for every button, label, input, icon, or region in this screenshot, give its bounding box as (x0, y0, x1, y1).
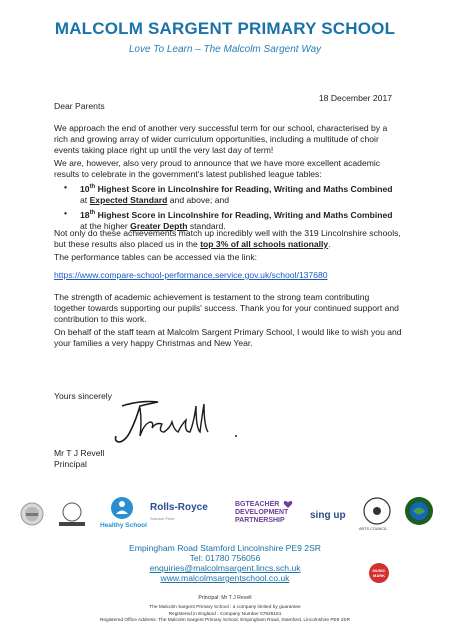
healthy-school-label: Healthy School (100, 522, 147, 529)
list-item (64, 182, 402, 206)
result-end: standard. (187, 220, 226, 231)
paragraph-national (54, 228, 402, 250)
result-end: and above; and (167, 194, 230, 205)
paragraph-wishes: On behalf of the staff team at Malcolm Sargent Primary School, I would like to wish you and your families a very happy Christmas and New Year. (54, 327, 402, 348)
rank-suffix: th (89, 209, 96, 216)
signer-name: Mr T J Revell (54, 448, 105, 458)
sing-up-label: sing up (310, 510, 346, 521)
paragraph-thanks: The strength of academic achievement is testament to the strong team contributing together towards supporting our pupils' success. Thank you for your continued support and contribution to this work. (54, 292, 399, 324)
rolls-royce-sub: Science Prize (150, 516, 175, 521)
signer-title: Principal (54, 459, 87, 469)
bgteacher-logo (235, 501, 288, 525)
result-title: Highest Score in Lincolnshire for Reading, Writing and Maths Combined (95, 183, 393, 194)
closing: Yours sincerely (54, 391, 112, 401)
award-badge-logo (20, 502, 44, 526)
footer-legal (0, 605, 450, 625)
paragraph-intro: We approach the end of another very successful term for our school, characterised by a rich and growing array of wider curriculum opportunities, including a multitude of choir events taking place right up until the very last day of term! (54, 123, 388, 155)
footer-address: Empingham Road Stamford Lincolnshire PE9 2SR (128, 543, 322, 553)
result-mid: at the higher (80, 220, 131, 231)
paragraph-national-end: . (328, 239, 331, 249)
footer-principal: Principal: Mr T J Revell (198, 595, 252, 601)
footer-telephone: Tel: 01780 756056 (189, 553, 261, 563)
paragraph-tables: The performance tables can be accessed via the link: (54, 252, 258, 262)
rank-suffix: th (89, 184, 96, 190)
letter-date: 18 December 2017 (318, 93, 392, 103)
bullet-icon: • (64, 182, 68, 192)
result-title: Highest Score in Lincolnshire for Reading, Writing and Maths Combined (95, 209, 393, 220)
rank-number: 18 (80, 209, 90, 220)
bullet-icon: • (64, 207, 68, 218)
paragraph-announcement: We are, however, also very proud to announce that we have more excellent academic results to celebrate in the government's latest published league tables: (54, 158, 381, 179)
legal-company: The Malcolm Sargent Primary School : a company limited by guarantee (149, 605, 301, 610)
legal-registration: Registered in England : Company Number 07828151 (168, 611, 282, 617)
international-school-logo (404, 496, 434, 526)
bgteacher-line2: DEVELOPMENT (235, 509, 289, 516)
result-mid: at (80, 194, 90, 205)
salutation: Dear Parents (54, 101, 105, 111)
legal-office: Registered Office Address: The Malcolm Sargent Primary School, Empingham Road, Stamford, Lincolnshire PE9 2SR (99, 618, 351, 624)
arts-council-label: ARTS COUNCIL (359, 527, 388, 531)
results-list (64, 182, 402, 234)
svg-text:MUSIC: MUSIC (372, 568, 386, 573)
healthy-school-icon (110, 496, 134, 520)
bgteacher-line1: BGTEACHER (235, 501, 280, 508)
paragraph-national-highlight: top 3% of all schools nationally (200, 239, 329, 249)
heart-icon (283, 500, 293, 509)
footer-website[interactable]: www.malcolmsargentschool.co.uk (160, 573, 290, 583)
paragraph-national-start: Not only do these achievements match up incredibly well with the 319 Lincolnshire schools, but these results also placed us in the (54, 228, 401, 249)
result-standard: Expected Standard (89, 194, 168, 205)
svg-text:MARK: MARK (373, 573, 385, 578)
bgteacher-line3: PARTNERSHIP (235, 517, 285, 524)
school-motto: Love To Learn – The Malcolm Sargent Way (128, 44, 322, 55)
rank-number: 10 (80, 183, 90, 194)
result-standard: Greater Depth (130, 220, 188, 231)
signature-image (100, 392, 250, 447)
lincolnshire-logo (55, 500, 89, 528)
arts-council-logo (362, 496, 392, 526)
performance-link[interactable]: https://www.compare-school-performance.service.gov.uk/school/137680 (54, 270, 328, 280)
school-name: MALCOLM SARGENT PRIMARY SCHOOL (54, 19, 396, 38)
music-mark-logo (368, 562, 390, 584)
footer-email[interactable]: enquiries@malcolmsargent.lincs.sch.uk (149, 563, 301, 573)
rolls-royce-label: Rolls-Royce (150, 502, 208, 513)
accreditation-logos (0, 488, 450, 540)
